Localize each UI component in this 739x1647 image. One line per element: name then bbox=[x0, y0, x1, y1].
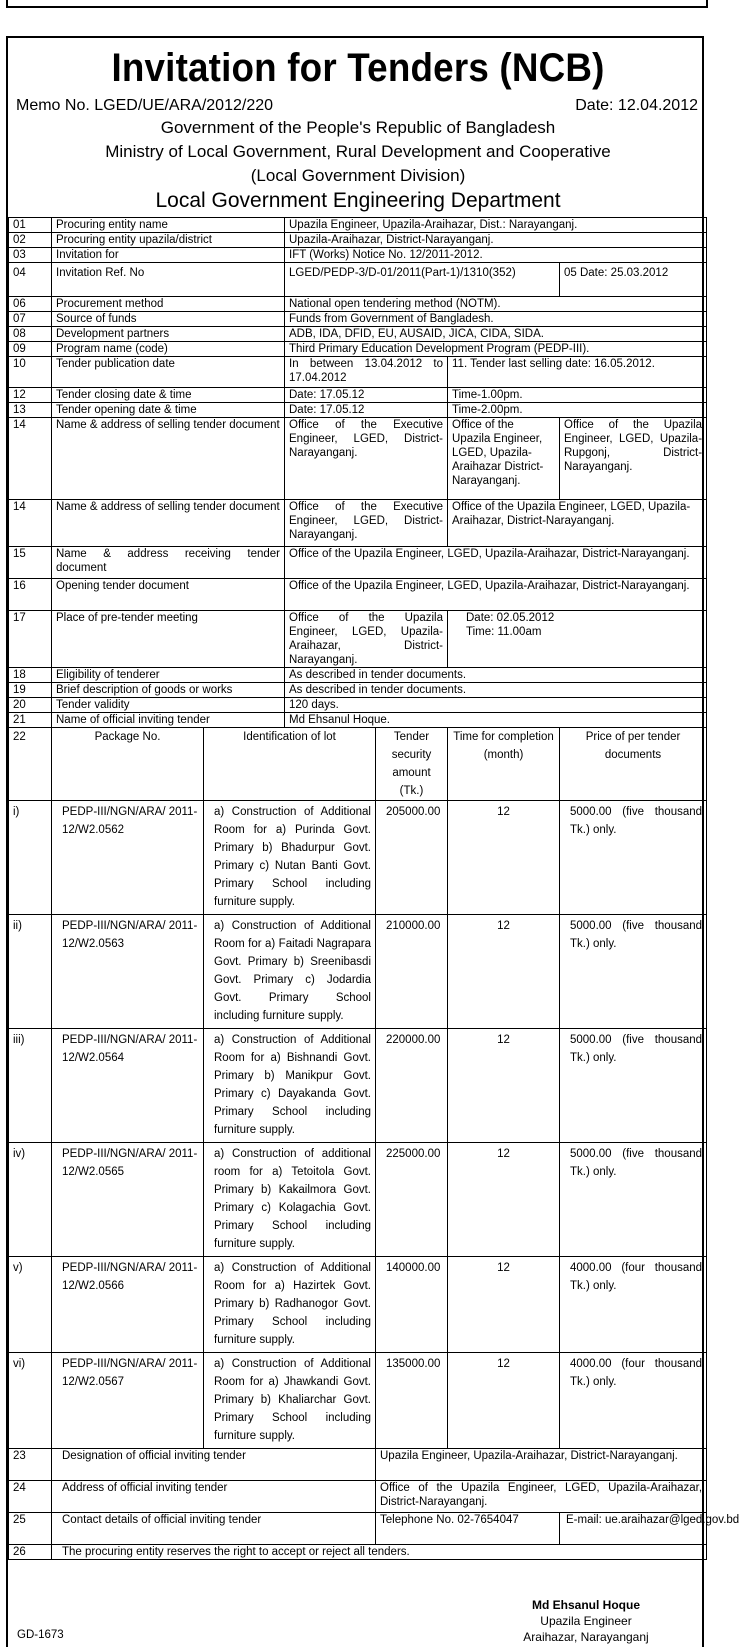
package-index: i) bbox=[9, 801, 52, 915]
row-number: 21 bbox=[9, 713, 52, 728]
contact-phone: Telephone No. 02-7654047 bbox=[376, 1513, 560, 1545]
row-value: 120 days. bbox=[285, 698, 707, 713]
row-number: 20 bbox=[9, 698, 52, 713]
table-row bbox=[9, 357, 707, 388]
memo-number: Memo No. LGED/UE/ARA/2012/220 bbox=[16, 97, 274, 114]
package-index: vi) bbox=[9, 1353, 52, 1449]
row-value: Office of the Upazila Engineer, LGED, Upazila-Araihazar, District-Narayanganj. bbox=[285, 547, 707, 579]
package-header: Package No. bbox=[52, 728, 204, 801]
completion-time: 12 bbox=[448, 1353, 560, 1449]
table-row bbox=[9, 263, 707, 297]
row-value: Office of the Upazila Engineer, LGED, Upazila-Araihazar, District-Narayanganj. bbox=[376, 1481, 707, 1513]
price-header: Price of per tender documents bbox=[560, 728, 707, 801]
document-price: 5000.00 (five thousand Tk.) only. bbox=[560, 801, 707, 915]
row-extra: 11. Tender last selling date: 16.05.2012. bbox=[448, 357, 707, 388]
table-row bbox=[9, 342, 707, 357]
document-price: 4000.00 (four thousand Tk.) only. bbox=[560, 1353, 707, 1449]
package-index: ii) bbox=[9, 915, 52, 1029]
package-number: PEDP-III/NGN/ARA/ 2011-12/W2.0565 bbox=[52, 1143, 204, 1257]
lot-identification: a) Construction of additional room for a) Tetoitola Govt. Primary b) Kakailmora Govt. Primary c) Kolagachia Govt. Primary School including furniture supply. bbox=[204, 1143, 376, 1257]
row-label: Eligibility of tenderer bbox=[52, 668, 285, 683]
table-row bbox=[9, 1481, 707, 1513]
row-label: Procurement method bbox=[52, 297, 285, 312]
package-row bbox=[9, 1029, 707, 1143]
row-number: 14 bbox=[9, 500, 52, 547]
row-extra: 05 Date: 25.03.2012 bbox=[560, 263, 707, 297]
contact-email: E-mail: ue.araihazar@lged.gov.bd bbox=[560, 1513, 707, 1545]
table-row bbox=[9, 297, 707, 312]
table-row bbox=[9, 233, 707, 248]
package-row bbox=[9, 801, 707, 915]
row-label: Designation of official inviting tender bbox=[52, 1449, 376, 1481]
row-number: 04 bbox=[9, 263, 52, 297]
top-strip-border bbox=[6, 0, 708, 8]
header-division: (Local Government Division) bbox=[250, 166, 466, 185]
table-row bbox=[9, 698, 707, 713]
row-number: 09 bbox=[9, 342, 52, 357]
package-number: PEDP-III/NGN/ARA/ 2011-12/W2.0564 bbox=[52, 1029, 204, 1143]
signatory-name: Md Ehsanul Hoque bbox=[532, 1598, 640, 1612]
row-number: 25 bbox=[9, 1513, 52, 1545]
row-label: Procuring entity upazila/district bbox=[52, 233, 285, 248]
table-row bbox=[9, 683, 707, 698]
row-label: Address of official inviting tender bbox=[52, 1481, 376, 1513]
signatory-place: Araihazar, Narayanganj bbox=[523, 1630, 649, 1644]
row-value: Office of the Upazila Engineer, LGED, Upazila-Araihazar, District-Narayanganj. bbox=[285, 579, 707, 611]
package-row bbox=[9, 915, 707, 1029]
lot-identification: a) Construction of Additional Room for a) Faitadi Nagrapara Govt. Primary b) Sreenibasdi Govt. Primary c) Jodardia Govt. Primary School including furniture supply. bbox=[204, 915, 376, 1029]
row-value: Date: 17.05.12 bbox=[285, 403, 448, 418]
row-extra: Time-2.00pm. bbox=[448, 403, 707, 418]
row-value: Office of the Executive Engineer, LGED, District-Narayanganj. bbox=[285, 500, 448, 547]
table-row bbox=[9, 312, 707, 327]
row-number: 17 bbox=[9, 611, 52, 668]
row-number: 19 bbox=[9, 683, 52, 698]
package-row bbox=[9, 1353, 707, 1449]
package-number: PEDP-III/NGN/ARA/ 2011-12/W2.0567 bbox=[52, 1353, 204, 1449]
completion-time: 12 bbox=[448, 1143, 560, 1257]
row-label: Opening tender document bbox=[52, 579, 285, 611]
row-number: 23 bbox=[9, 1449, 52, 1481]
row-value: Upazila Engineer, Upazila-Araihazar, Dist.: Narayanganj. bbox=[285, 218, 707, 233]
tender-security: 140000.00 bbox=[376, 1257, 448, 1353]
gd-code: GD-1673 bbox=[17, 1629, 64, 1641]
row-value: IFT (Works) Notice No. 12/2011-2012. bbox=[285, 248, 707, 263]
table-row bbox=[9, 579, 707, 611]
table-row bbox=[9, 327, 707, 342]
row-label: Development partners bbox=[52, 327, 285, 342]
row-label: Name & address of selling tender document bbox=[52, 418, 285, 500]
row-extra bbox=[448, 611, 707, 668]
signature-block bbox=[456, 1597, 716, 1645]
row-extra: Time-1.00pm. bbox=[448, 388, 707, 403]
row-number: 26 bbox=[9, 1545, 52, 1560]
row-value: ADB, IDA, DFID, EU, AUSAID, JICA, CIDA, SIDA. bbox=[285, 327, 707, 342]
row-label: Place of pre-tender meeting bbox=[52, 611, 285, 668]
row-label: Program name (code) bbox=[52, 342, 285, 357]
packages-header-row bbox=[9, 728, 707, 801]
package-number: PEDP-III/NGN/ARA/ 2011-12/W2.0566 bbox=[52, 1257, 204, 1353]
row-label: Invitation Ref. No bbox=[52, 263, 285, 297]
document-price: 5000.00 (five thousand Tk.) only. bbox=[560, 915, 707, 1029]
table-row bbox=[9, 403, 707, 418]
row-value: Upazila Engineer, Upazila-Araihazar, District-Narayanganj. bbox=[376, 1449, 707, 1481]
row-label: Tender publication date bbox=[52, 357, 285, 388]
lot-identification: a) Construction of Additional Room for a) Hazirtek Govt. Primary b) Radhanogor Govt. Primary School including furniture supply. bbox=[204, 1257, 376, 1353]
header-government: Government of the People's Republic of Bangladesh bbox=[160, 118, 556, 137]
tender-table bbox=[8, 217, 739, 1560]
time-header: Time for completion (month) bbox=[448, 728, 560, 801]
row-value: Md Ehsanul Hoque. bbox=[285, 713, 707, 728]
table-row bbox=[9, 668, 707, 683]
row-label: Tender closing date & time bbox=[52, 388, 285, 403]
tender-security: 225000.00 bbox=[376, 1143, 448, 1257]
row-number: 06 bbox=[9, 297, 52, 312]
row-value-3: Office of the Upazila Engineer, LGED, Upazila-Rupgonj, District-Narayanganj. bbox=[560, 418, 707, 500]
row-number: 07 bbox=[9, 312, 52, 327]
row-number: 18 bbox=[9, 668, 52, 683]
row-number: 16 bbox=[9, 579, 52, 611]
row-label: Name & address of selling tender document bbox=[52, 500, 285, 547]
lot-identification: a) Construction of Additional Room for a) Bishnandi Govt. Primary b) Manikpur Govt. Primary c) Dayakanda Govt. Primary School including furniture supply. bbox=[204, 1029, 376, 1143]
package-row bbox=[9, 1257, 707, 1353]
table-row bbox=[9, 248, 707, 263]
row-number: 22 bbox=[9, 728, 52, 801]
row-value: As described in tender documents. bbox=[285, 683, 707, 698]
document-price: 4000.00 (four thousand Tk.) only. bbox=[560, 1257, 707, 1353]
row-value: Funds from Government of Bangladesh. bbox=[285, 312, 707, 327]
table-row bbox=[9, 547, 707, 579]
table-row bbox=[9, 500, 707, 547]
completion-time: 12 bbox=[448, 801, 560, 915]
lot-identification: a) Construction of Additional Room for a) Jhawkandi Govt. Primary b) Khaliarchar Govt. Primary School including furniture supply. bbox=[204, 1353, 376, 1449]
row-number: 13 bbox=[9, 403, 52, 418]
row-number: 02 bbox=[9, 233, 52, 248]
row-label: Tender opening date & time bbox=[52, 403, 285, 418]
row-value: Upazila-Araihazar, District-Narayanganj. bbox=[285, 233, 707, 248]
row-label: Procuring entity name bbox=[52, 218, 285, 233]
package-number: PEDP-III/NGN/ARA/ 2011-12/W2.0563 bbox=[52, 915, 204, 1029]
row-number: 15 bbox=[9, 547, 52, 579]
row-number: 03 bbox=[9, 248, 52, 263]
row-number: 24 bbox=[9, 1481, 52, 1513]
tender-security: 205000.00 bbox=[376, 801, 448, 915]
table-row bbox=[9, 611, 707, 668]
row-label: Name & address receiving tender document bbox=[52, 547, 285, 579]
row-label: Source of funds bbox=[52, 312, 285, 327]
row-label: Invitation for bbox=[52, 248, 285, 263]
row-label: Brief description of goods or works bbox=[52, 683, 285, 698]
table-row bbox=[9, 1513, 707, 1545]
package-index: v) bbox=[9, 1257, 52, 1353]
document-price: 5000.00 (five thousand Tk.) only. bbox=[560, 1143, 707, 1257]
row-number: 08 bbox=[9, 327, 52, 342]
signatory-designation: Upazila Engineer bbox=[540, 1614, 632, 1628]
table-row bbox=[9, 1545, 707, 1560]
table-row bbox=[9, 418, 707, 500]
package-row bbox=[9, 1143, 707, 1257]
row-value: Third Primary Education Development Program (PEDP-III). bbox=[285, 342, 707, 357]
tender-security: 210000.00 bbox=[376, 915, 448, 1029]
reservation-note: The procuring entity reserves the right to accept or reject all tenders. bbox=[52, 1545, 707, 1560]
row-label: Tender validity bbox=[52, 698, 285, 713]
tender-security: 220000.00 bbox=[376, 1029, 448, 1143]
table-row bbox=[9, 388, 707, 403]
row-value: Date: 17.05.12 bbox=[285, 388, 448, 403]
row-value: LGED/PEDP-3/D-01/2011(Part-1)/1310(352) bbox=[285, 263, 560, 297]
row-value: In between 13.04.2012 to 17.04.2012 bbox=[285, 357, 448, 388]
package-index: iii) bbox=[9, 1029, 52, 1143]
package-number: PEDP-III/NGN/ARA/ 2011-12/W2.0562 bbox=[52, 801, 204, 915]
row-label: Name of official inviting tender bbox=[52, 713, 285, 728]
completion-time: 12 bbox=[448, 1257, 560, 1353]
row-value-2: Office of the Upazila Engineer, LGED, Upazila-Araihazar, District-Narayanganj. bbox=[448, 500, 707, 547]
lot-identification: a) Construction of Additional Room for a) Purinda Govt. Primary b) Bhadurpur Govt. Primary c) Nutan Banti Govt. Primary School including furniture supply. bbox=[204, 801, 376, 915]
row-number: 01 bbox=[9, 218, 52, 233]
row-value: Office of the Executive Engineer, LGED, District-Narayanganj. bbox=[285, 418, 448, 500]
tender-security: 135000.00 bbox=[376, 1353, 448, 1449]
meeting-date: Date: 02.05.2012 bbox=[466, 612, 555, 624]
row-label: Contact details of official inviting tender bbox=[52, 1513, 376, 1545]
row-value: National open tendering method (NOTM). bbox=[285, 297, 707, 312]
document-price: 5000.00 (five thousand Tk.) only. bbox=[560, 1029, 707, 1143]
table-row bbox=[9, 218, 707, 233]
lot-header: Identification of lot bbox=[204, 728, 376, 801]
row-number: 10 bbox=[9, 357, 52, 388]
row-value: Office of the Upazila Engineer, LGED, Upazila-Araihazar, District-Narayanganj. bbox=[285, 611, 448, 668]
memo-date: Date: 12.04.2012 bbox=[575, 97, 698, 114]
row-value-2: Office of the Upazila Engineer, LGED, Upazila-Araihazar District-Narayanganj. bbox=[448, 418, 560, 500]
completion-time: 12 bbox=[448, 1029, 560, 1143]
table-row bbox=[9, 713, 707, 728]
header-ministry: Ministry of Local Government, Rural Development and Cooperative bbox=[105, 142, 611, 161]
header-department: Local Government Engineering Department bbox=[155, 189, 561, 212]
security-header: Tender security amount (Tk.) bbox=[376, 728, 448, 801]
completion-time: 12 bbox=[448, 915, 560, 1029]
package-index: iv) bbox=[9, 1143, 52, 1257]
notice-title: Invitation for Tenders (NCB) bbox=[111, 46, 605, 90]
row-number: 12 bbox=[9, 388, 52, 403]
row-number: 14 bbox=[9, 418, 52, 500]
row-value: As described in tender documents. bbox=[285, 668, 707, 683]
meeting-time: Time: 11.00am bbox=[466, 626, 542, 638]
table-row bbox=[9, 1449, 707, 1481]
